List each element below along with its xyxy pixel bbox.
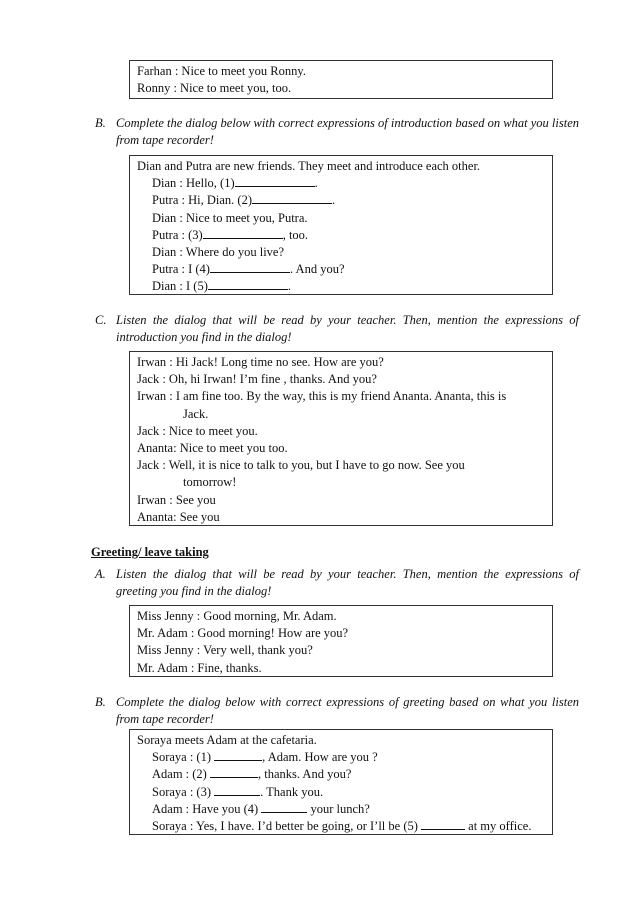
answer-blank[interactable] — [214, 749, 262, 761]
dialog-line: Irwan : See you — [137, 492, 216, 507]
answer-blank[interactable] — [203, 227, 283, 239]
dialog-line: Dian : Where do you live? — [152, 244, 285, 259]
answer-blank[interactable] — [261, 801, 307, 813]
dialog-line: Miss Jenny : Good morning, Mr. Adam. — [137, 609, 337, 623]
dialog-line: Mr. Adam : Fine, thanks. — [137, 660, 262, 675]
dialog-box-soraya-adam — [129, 729, 553, 835]
question-instruction: Listen the dialog that will be read by your teacher. Then, mention the expressions of greeting you find in the dialog! — [116, 567, 579, 599]
answer-blank[interactable] — [210, 261, 290, 273]
dialog-line: Soraya : (1) , Adam. How are you ? — [152, 750, 378, 765]
dialog-line: Mr. Adam : Good morning! How are you? — [137, 626, 349, 641]
dialog-box-farhan-ronny — [129, 60, 553, 99]
question-label: B. — [95, 695, 106, 709]
dialog-line: Adam : (2) , thanks. And you? — [152, 767, 352, 782]
answer-blank[interactable] — [210, 766, 258, 778]
dialog-box-jenny-adam — [129, 605, 553, 677]
section-heading-greeting: Greeting/ leave taking — [91, 545, 209, 559]
question-instruction: Complete the dialog below with correct expressions of greeting based on what you listen from tape recorder! — [116, 695, 579, 727]
dialog-line: Putra : Hi, Dian. (2) . — [152, 193, 336, 208]
dialog-line-continuation: tomorrow! — [183, 475, 237, 490]
answer-blank[interactable] — [421, 818, 465, 830]
dialog-box-dian-putra — [129, 155, 553, 295]
dialog-line: Soraya : Yes, I have. I’d better be going, or I’ll be (5) at my office. — [152, 818, 532, 833]
answer-blank[interactable] — [208, 278, 288, 290]
dialog-line: Jack : Nice to meet you. — [137, 423, 258, 438]
dialog-line: Irwan : I am fine too. By the way, this is my friend Ananta. Ananta, this is — [137, 389, 507, 404]
dialog-line: Dian : Nice to meet you, Putra. — [152, 210, 308, 225]
dialog-line: Adam : Have you (4) your lunch? — [152, 801, 370, 816]
dialog-line: Jack : Oh, hi Irwan! I’m fine , thanks. And you? — [137, 372, 377, 387]
dialog-intro: Dian and Putra are new friends. They meet and introduce each other. — [137, 159, 481, 173]
question-instruction: Complete the dialog below with correct expressions of introduction based on what you listen from tape recorder! — [116, 116, 579, 148]
question-label: C. — [95, 313, 107, 327]
dialog-line-continuation: Jack. — [183, 406, 209, 421]
dialog-line: Farhan : Nice to meet you Ronny. — [137, 64, 306, 78]
dialog-line: Putra : (3) , too. — [152, 227, 309, 242]
dialog-line: Soraya : (3) . Thank you. — [152, 784, 324, 799]
dialog-line: Ronny : Nice to meet you, too. — [137, 81, 292, 96]
question-instruction: Listen the dialog that will be read by your teacher. Then, mention the expressions of introduction you find in the dialog! — [116, 313, 579, 345]
question-label: A. — [95, 567, 106, 581]
answer-blank[interactable] — [235, 175, 315, 187]
dialog-line: Dian : Hello, (1) . — [152, 176, 318, 191]
dialog-line: Miss Jenny : Very well, thank you? — [137, 643, 313, 658]
dialog-line: Jack : Well, it is nice to talk to you, but I have to go now. See you — [137, 458, 465, 473]
answer-blank[interactable] — [252, 192, 332, 204]
dialog-intro: Soraya meets Adam at the cafetaria. — [137, 733, 317, 747]
dialog-box-irwan-jack — [129, 351, 553, 526]
dialog-line: Ananta: See you — [137, 509, 220, 524]
question-label: B. — [95, 116, 106, 130]
dialog-line: Putra : I (4) . And you? — [152, 262, 345, 277]
dialog-line: Dian : I (5) . — [152, 279, 292, 294]
answer-blank[interactable] — [214, 784, 260, 796]
dialog-line: Irwan : Hi Jack! Long time no see. How are you? — [137, 355, 384, 369]
dialog-line: Ananta: Nice to meet you too. — [137, 440, 288, 455]
